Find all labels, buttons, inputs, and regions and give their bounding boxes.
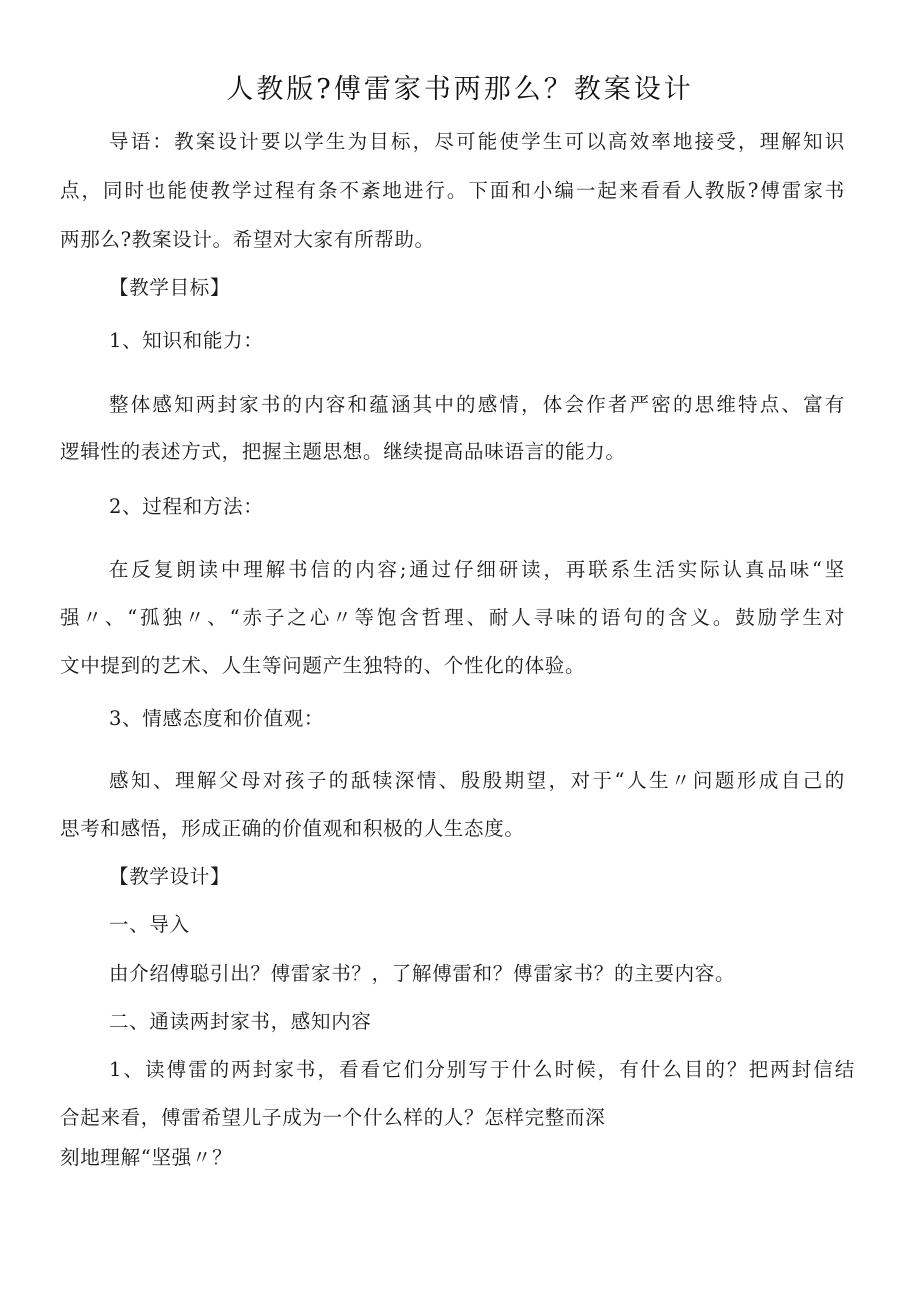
- intro-line-1: 导语：教案设计要以学生为目标，尽可能使学生可以高效率地接受，理解知识: [109, 130, 845, 153]
- intro-line-3: 两那么?教案设计。希望对大家有所帮助。: [60, 228, 435, 251]
- step-2-line-3: 刻地理解“坚强〃？: [60, 1146, 233, 1169]
- objectives-heading: 【教学目标】: [109, 276, 231, 299]
- step-2-line-1: 1、读傅雷的两封家书，看看它们分别写于什么时候，有什么目的？把两封信结: [109, 1058, 855, 1081]
- objective-2-heading: 2、过程和方法：: [109, 495, 264, 518]
- objective-1-line-1: 整体感知两封家书的内容和蕴涵其中的感情，体会作者严密的思维特点、富有: [109, 393, 845, 416]
- objective-3-line-2: 思考和感悟，形成正确的价值观和积极的人生态度。: [60, 817, 525, 840]
- intro-line-2: 点，同时也能使教学过程有条不紊地进行。下面和小编一起来看看人教版?傅雷家书: [60, 179, 845, 202]
- document-title: 人教版?傅雷家书两那么？教案设计: [226, 74, 694, 105]
- objective-2-line-1: 在反复朗读中理解书信的内容;通过仔细研读，再联系生活实际认真品味“坚: [109, 558, 845, 581]
- objective-3-line-1: 感知、理解父母对孩子的舐犊深情、殷殷期望，对于“人生〃问题形成自己的: [109, 769, 845, 792]
- design-heading: 【教学设计】: [109, 865, 231, 888]
- objective-1-line-2: 逻辑性的表述方式，把握主题思想。继续提高品味语言的能力。: [60, 440, 626, 463]
- objective-3-heading: 3、情感态度和价值观：: [109, 707, 325, 730]
- objective-1-heading: 1、知识和能力：: [109, 329, 264, 352]
- objective-2-line-3: 文中提到的艺术、人生等问题产生独特的、个性化的体验。: [60, 654, 586, 677]
- step-1-heading: 一、导入: [109, 913, 190, 936]
- objective-2-line-2: 强〃、“孤独〃、“赤子之心〃等饱含哲理、耐人寻味的语句的含义。鼓励学生对: [60, 606, 845, 629]
- step-2-heading: 二、通读两封家书，感知内容: [109, 1010, 372, 1033]
- step-1-text: 由介绍傅聪引出？傅雷家书？，了解傅雷和？傅雷家书？的主要内容。: [109, 962, 736, 985]
- step-2-line-2: 合起来看，傅雷希望儿子成为一个什么样的人？怎样完整而深: [60, 1106, 606, 1129]
